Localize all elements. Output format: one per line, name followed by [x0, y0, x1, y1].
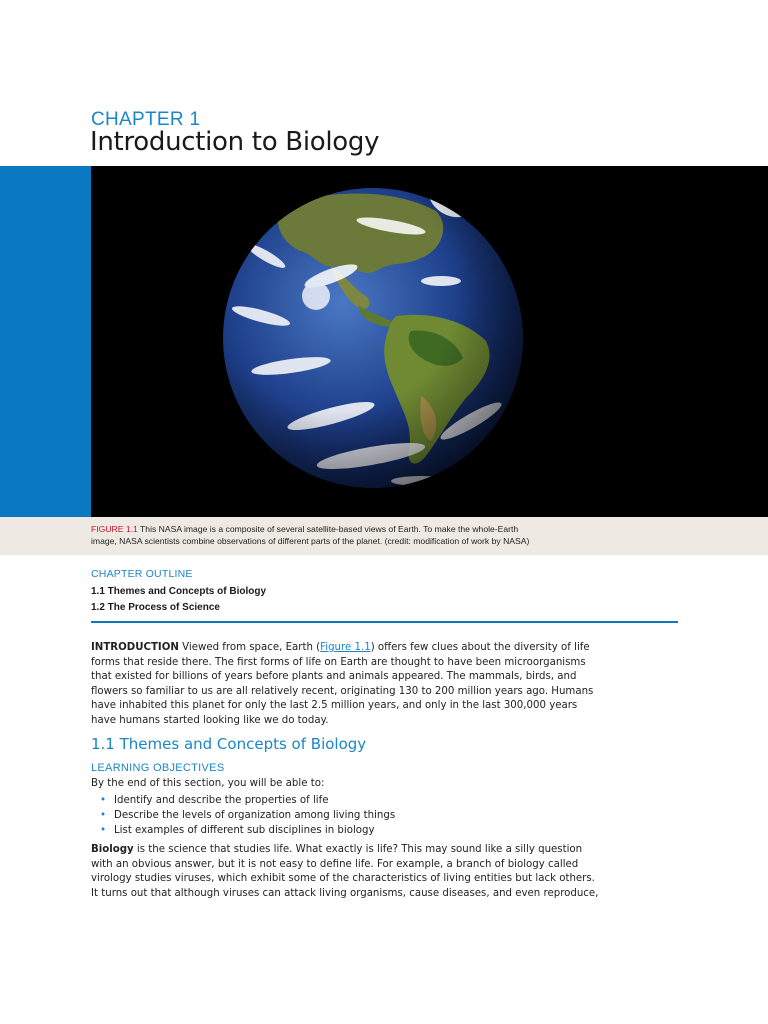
introduction-paragraph [91, 641, 691, 729]
outline-item[interactable]: 1.1 Themes and Concepts of Biology [91, 586, 267, 597]
learning-objectives-heading: LEARNING OBJECTIVES [91, 762, 225, 774]
objectives-list [100, 793, 395, 838]
caption-line-2: image, NASA scientists combine observations of different parts of the planet. (credit: modification of work by NASA) [91, 536, 530, 546]
list-item: • Describe the levels of organization among living things [100, 810, 396, 821]
intro-text: Viewed from space, Earth ( [178, 642, 321, 653]
caption-line-1: This NASA image is a composite of several satellite-based views of Earth. To make the whole-Earth [137, 524, 519, 534]
intro-text: that existed for billions of years before plants and animals appeared. The mammals, birds, and [91, 671, 577, 683]
bullet-icon: • [100, 825, 107, 836]
introduction-lead: INTRODUCTION [91, 642, 179, 653]
earth-image [91, 166, 768, 517]
section-title: 1.1 Themes and Concepts of Biology [91, 735, 367, 753]
earth-globe-graphic [91, 166, 768, 517]
para-text: is the science that studies life. What exactly is life? This may sound like a silly question [133, 844, 583, 855]
intro-text: have inhabited this planet for only the last 2.5 million years, and only in the last 300,000 years [91, 700, 578, 712]
figure-link[interactable]: Figure 1.1 [320, 642, 371, 653]
bullet-icon: • [100, 810, 107, 821]
figure-caption [91, 523, 611, 547]
objectives-intro: By the end of this section, you will be able to: [91, 778, 325, 789]
chapter-title: Introduction to Biology [90, 127, 380, 157]
figure-label: FIGURE 1.1 [91, 524, 138, 534]
para-text: virology studies viruses, which exhibit some of the characteristics of living entities but lack others. [91, 873, 595, 885]
list-item: • List examples of different sub disciplines in biology [100, 825, 375, 836]
term-biology: Biology [91, 844, 134, 855]
chapter-outline-heading: CHAPTER OUTLINE [91, 568, 193, 580]
biology-paragraph [91, 843, 691, 901]
chapter-accent-bar [0, 166, 91, 517]
intro-text: have humans started looking like we do today. [91, 714, 329, 726]
intro-text: forms that reside there. The first forms of life on Earth are thought to have been microorganisms [91, 656, 586, 668]
chapter-label: CHAPTER 1 [91, 109, 201, 130]
intro-text: flowers so familiar to us are all relatively recent, originating 130 to 200 million years ago. Humans [91, 685, 594, 697]
outline-item[interactable]: 1.2 The Process of Science [91, 602, 220, 613]
intro-text: ) offers few clues about the diversity of life [370, 642, 590, 653]
outline-divider [91, 621, 678, 623]
para-text: It turns out that although viruses can attack living organisms, cause diseases, and even reproduce, [91, 887, 599, 899]
bullet-icon: • [100, 795, 107, 806]
para-text: with an obvious answer, but it is not easy to define life. For example, a branch of biology called [91, 858, 579, 870]
list-item: • Identify and describe the properties of life [100, 795, 329, 806]
